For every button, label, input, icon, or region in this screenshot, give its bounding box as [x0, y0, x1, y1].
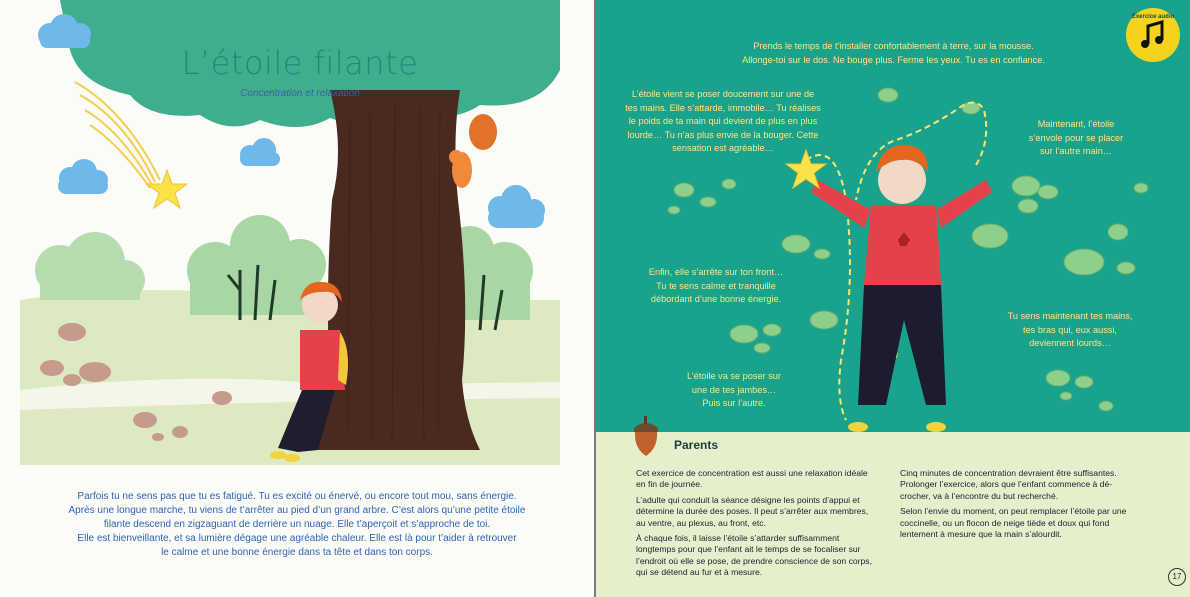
right-page: [596, 0, 1190, 597]
cloud-icon: [58, 159, 108, 194]
text-line: L’étoile vient se poser doucement sur une de: [631, 89, 815, 99]
bush: [35, 232, 145, 300]
paragraph: L’adulte qui conduit la séance désigne les points d’appui et détermine la durée des poses. Il peut s’arrêter aux membres, au ventre, au plexus, au front, etc.: [636, 494, 869, 528]
text-line: deviennent lourds…: [1029, 338, 1111, 348]
text-line: tes bras qui, eux aussi,: [1023, 324, 1117, 335]
squirrel: [449, 114, 497, 188]
story-line: Elle est bienveillante, et sa lumière dégage une agréable chaleur. Elle est là pour t’aider à retrouver: [77, 533, 517, 544]
story-line: Parfois tu ne sens pas que tu es fatigué. Tu es excité ou énervé, ou encore tout mou, sans énergie.: [77, 491, 517, 502]
text-line: lourde… Tu n’as plus envie de la bouger. Cette: [627, 129, 819, 140]
star-icon: [147, 170, 187, 208]
text-line: le poids de ta main qui devient de plus en plus: [628, 116, 818, 126]
text-line: une de tes jambes…: [691, 384, 777, 395]
star-hand-left-text: [618, 88, 828, 156]
parents-column-1: [636, 468, 874, 583]
instructions-text: [736, 40, 1051, 67]
text-line: Maintenant, l’étoile: [1037, 119, 1115, 129]
parents-heading: Parents: [674, 438, 719, 452]
page-subtitle: Concentration et relaxation: [240, 88, 360, 99]
parents-column-2: [900, 468, 1138, 544]
star-hand-right-text: [1006, 118, 1146, 159]
heavy-arms-text: [990, 310, 1150, 351]
text-line: Enfin, elle s’arrête sur ton front…: [648, 267, 784, 277]
cloud-icon: [240, 138, 280, 166]
audio-exercise-badge[interactable]: [1124, 6, 1182, 64]
text-line: tes mains. Elle s’attarde, immobile… Tu réalises: [625, 102, 821, 113]
paragraph: Selon l’envie du moment, on peut remplacer l’étoile par une coccinelle, ou un flocon de neige tiède et doux qui fond lentement à mesure que la main s’alourdit.: [900, 506, 1127, 540]
story-line: Après une longue marche, tu viens de t’arrêter au pied d’un grand arbre. C’est alors qu’une petite étoile: [68, 505, 526, 516]
story-line: filante descend en zigzaguant de derrière un nuage. Elle t’aperçoit et s’approche de toi.: [103, 519, 491, 530]
text-line: s’envole pour se placer: [1028, 132, 1124, 143]
text-line: Tu te sens calme et tranquille: [656, 280, 776, 291]
text-line: sensation est agréable…: [672, 143, 774, 153]
text-line: Puis sur l’autre.: [702, 398, 766, 408]
paragraph: Cet exercice de concentration est aussi une relaxation idéale en fin de journée.: [636, 468, 868, 490]
acorn-icon: [626, 412, 666, 458]
story-text: [50, 490, 544, 560]
paragraph: À chaque fois, il laisse l’étoile s’attarder suffisamment longtemps pour que l’enfant ait le temps de se focaliser sur l’endroit où elle se pose, de prendre conscience de son corps, qui se détend au fur et à mesure.: [636, 533, 872, 578]
star-forehead-text: [626, 266, 806, 307]
text-line: Tu sens maintenant tes mains,: [1007, 311, 1133, 321]
cloud-icon: [488, 185, 545, 228]
story-line: le calme et une bonne énergie dans ta tête et dans ton corps.: [161, 547, 433, 558]
page-title: L’étoile filante: [181, 44, 419, 82]
left-page: [0, 0, 594, 597]
page-number: 17: [1168, 568, 1186, 586]
text-line: sur l’autre main…: [1040, 146, 1112, 156]
instruction-line: Prends le temps de t’installer confortablement à terre, sur la mousse.: [753, 41, 1034, 51]
paragraph: Cinq minutes de concentration devraient être suffisantes. Prolonger l’exercice, alors que l’enfant commence à dé-crocher, va à l’encontre du but recherché.: [900, 468, 1117, 501]
text-line: débordant d’une bonne énergie.: [650, 294, 782, 304]
text-line: L’étoile va se poser sur: [687, 371, 781, 381]
instruction-line: Allonge-toi sur le dos. Ne bouge plus. Ferme les yeux. Tu es en confiance.: [742, 54, 1045, 65]
star-legs-text: [664, 370, 804, 411]
badge-label: Exercice audio: [1131, 14, 1175, 20]
child-lying-figure: [811, 145, 992, 432]
